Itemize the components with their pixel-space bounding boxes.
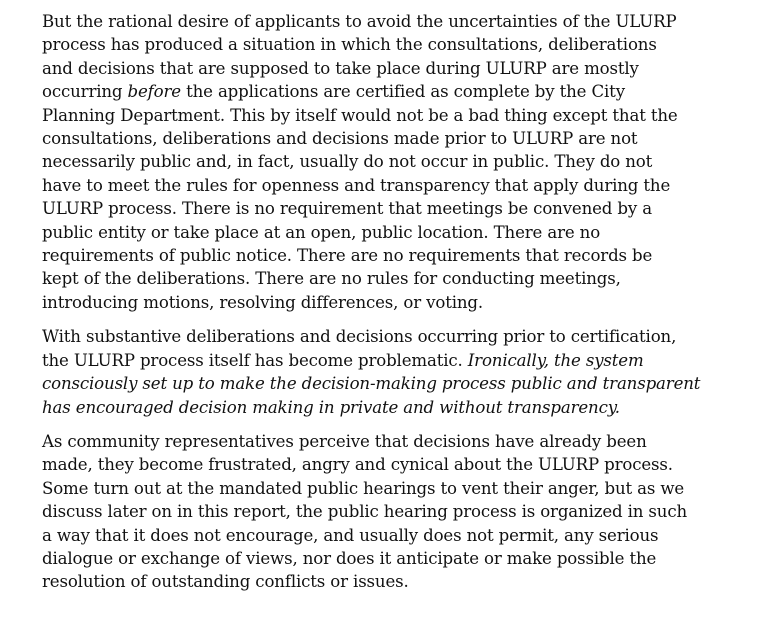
text-line xyxy=(42,372,722,395)
text-line xyxy=(42,10,722,33)
text-run: the ULURP process itself has become problematic. xyxy=(42,350,468,370)
text-line xyxy=(42,33,722,56)
text-line xyxy=(42,430,722,453)
text-run: a way that it does not encourage, and usually does not permit, any serious xyxy=(42,525,659,545)
text-run: Planning Department. This by itself would not be a bad thing except that the xyxy=(42,105,678,125)
text-line xyxy=(42,221,722,244)
italic-emphasis: consciously set up to make the decision-making process public and transparent xyxy=(42,374,701,394)
text-line xyxy=(42,453,722,476)
text-run: and decisions that are supposed to take place during ULURP are mostly xyxy=(42,58,639,78)
text-run: have to meet the rules for openness and transparency that apply during the xyxy=(42,175,671,195)
text-line xyxy=(42,127,722,150)
text-line xyxy=(42,524,722,547)
italic-emphasis: has encouraged decision making in private and without transparency. xyxy=(42,397,620,417)
text-run: public entity or take place at an open, public location. There are no xyxy=(42,222,601,242)
text-line xyxy=(42,547,722,570)
paragraph-3 xyxy=(42,430,722,594)
text-line xyxy=(42,197,722,220)
text-run: dialogue or exchange of views, nor does it anticipate or make possible the xyxy=(42,548,657,568)
text-run: ULURP process. There is no requirement that meetings be convened by a xyxy=(42,199,652,219)
text-line xyxy=(42,104,722,127)
text-line xyxy=(42,80,722,103)
paragraph-1 xyxy=(42,10,722,314)
text-line xyxy=(42,477,722,500)
text-line xyxy=(42,500,722,523)
text-run: resolution of outstanding conflicts or issues. xyxy=(42,572,409,592)
text-run: With substantive deliberations and decisions occurring prior to certification, xyxy=(42,327,677,347)
paragraph-2 xyxy=(42,325,722,419)
text-line xyxy=(42,174,722,197)
italic-emphasis: before xyxy=(127,82,181,102)
text-run: made, they become frustrated, angry and cynical about the ULURP process. xyxy=(42,455,673,475)
text-line xyxy=(42,349,722,372)
italic-emphasis: Ironically, the system xyxy=(467,350,644,370)
text-run: occurring xyxy=(42,82,128,102)
text-run: consultations, deliberations and decisions made prior to ULURP are not xyxy=(42,129,638,149)
text-run: As community representatives perceive that decisions have already been xyxy=(42,431,647,451)
text-line xyxy=(42,325,722,348)
text-run: introducing motions, resolving differences, or voting. xyxy=(42,292,484,312)
text-run: the applications are certified as complete by the City xyxy=(180,82,625,102)
text-run: requirements of public notice. There are no requirements that records be xyxy=(42,246,653,266)
text-run: Some turn out at the mandated public hearings to vent their anger, but as we xyxy=(42,478,685,498)
document-body xyxy=(42,10,722,605)
text-run: necessarily public and, in fact, usually do not occur in public. They do not xyxy=(42,152,653,172)
text-line xyxy=(42,267,722,290)
text-line xyxy=(42,150,722,173)
text-run: kept of the deliberations. There are no rules for conducting meetings, xyxy=(42,269,621,289)
text-line xyxy=(42,57,722,80)
text-line xyxy=(42,291,722,314)
text-run: But the rational desire of applicants to avoid the uncertainties of the ULURP xyxy=(42,12,677,31)
text-run: discuss later on in this report, the public hearing process is organized in such xyxy=(42,502,688,522)
text-run: process has produced a situation in which the consultations, deliberations xyxy=(42,35,657,55)
text-line xyxy=(42,244,722,267)
text-line xyxy=(42,396,722,419)
text-line xyxy=(42,570,722,593)
